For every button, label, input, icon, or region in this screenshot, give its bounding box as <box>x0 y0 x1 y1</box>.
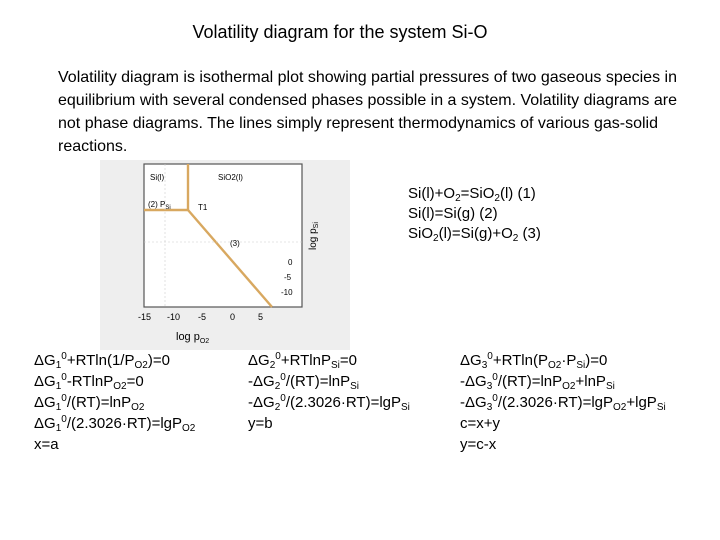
equations-reaction-2 <box>248 350 410 434</box>
y-tick-0: 0 <box>288 258 293 267</box>
equation-line: c=x+y <box>460 415 501 432</box>
equation-line: $\Delta G_2^0+RTlnP_{Si}=0$ <box>248 351 357 371</box>
x-tick-minus15: -15 <box>138 312 152 322</box>
x-tick-minus5: -5 <box>198 312 207 322</box>
equations-reaction-1 <box>34 350 195 455</box>
label-si-l: Si(l) <box>150 173 165 182</box>
reaction-2: Si(l)=Si(g) (2) <box>408 205 498 222</box>
x-tick-0: 0 <box>230 312 236 322</box>
equation-line: $\Delta G_1^0+RTln(1/P_{O2})=0$ <box>34 351 170 371</box>
equation-line: $-\Delta G_3^0/(2.3026\cdot RT)=\lg P_{O2}+\lg P_{Si}$ <box>460 393 666 413</box>
reaction-1: $Si(l)+O_2=SiO_2(l)$ (1) <box>408 185 536 204</box>
equation-line: $\Delta G_1^0/(2.3026\cdot RT)=\lg P_{O2}$ <box>34 414 196 434</box>
equation-line: y=b <box>248 415 273 432</box>
equation-line: $\Delta G_1^0/(RT)=\ln P_{O2}$ <box>34 393 145 413</box>
reaction-list <box>408 184 541 244</box>
label-sio2-l: SiO2(l) <box>218 173 243 182</box>
slide-title: Volatility diagram for the system Si-O <box>192 22 488 42</box>
label-reaction-3: (3) <box>230 239 240 248</box>
equation-line: $\Delta G_3^0+RTln(P_{O2}\cdot P_{Si})=0$ <box>460 351 608 371</box>
equation-line: $-\Delta G_2^0/(2.3026\cdot RT)=\lg P_{Si}$ <box>248 393 410 413</box>
label-p-si: (2) $P_{Si}$ <box>148 200 171 211</box>
equation-line: $-\Delta G_3^0/(RT)=\ln P_{O2}+\ln P_{Si}$ <box>460 372 615 392</box>
y-tick-minus10: -10 <box>281 288 293 297</box>
x-tick-5: 5 <box>258 312 264 322</box>
equation-line: y=c-x <box>460 436 497 453</box>
x-axis-label: $\log p_{O2}$ <box>176 331 210 345</box>
label-t1: T1 <box>198 203 208 212</box>
equation-line: x=a <box>34 436 59 453</box>
equation-line: $-\Delta G_2^0/(RT)=\ln P_{Si}$ <box>248 372 360 392</box>
plot-box <box>144 164 302 307</box>
y-tick-minus5: -5 <box>284 273 292 282</box>
volatility-diagram <box>100 160 350 350</box>
y-axis-label: $\log p_{Si}$ <box>308 222 320 250</box>
equations-reaction-3 <box>460 350 666 455</box>
reaction-3: $SiO_2(l)=Si(g)+O_2$ (3) <box>408 225 541 244</box>
intro-paragraph: Volatility diagram is isothermal plot showing partial pressures of two gaseous species in equilibrium with several condensed phases possible in a system. Volatility diagrams are not phase diagrams. The lines simply represent thermodynamics of various gas-solid reactions. <box>58 69 677 155</box>
x-tick-minus10: -10 <box>167 312 181 322</box>
equation-line: $\Delta G_1^0-RTlnP_{O2}=0$ <box>34 372 144 392</box>
